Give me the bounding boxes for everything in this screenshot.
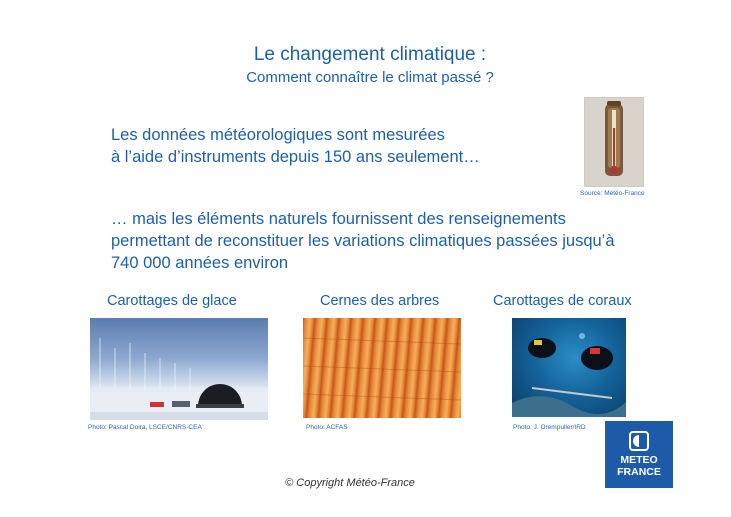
section-title-ice: Carottages de glace	[107, 293, 237, 309]
diver-icon	[512, 318, 626, 417]
slide-title: Le changement climatique :	[253, 44, 487, 65]
meteo-france-mark-icon	[629, 431, 649, 451]
logo-text-line-1: METEO	[620, 454, 658, 466]
ice-photo-credit: Photo: Pascal Doira, LSCE/CNRS-CEA	[88, 424, 202, 431]
slide-subtitle: Comment connaître le climat passé ?	[246, 69, 494, 86]
ice-station-icon	[90, 318, 268, 420]
thermometer-icon	[585, 98, 643, 186]
logo-text-line-2: FRANCE	[617, 466, 661, 478]
section-title-tree: Cernes des arbres	[320, 293, 440, 309]
thermometer-source: Source: Météo-France	[580, 190, 645, 197]
intro-line-2: à l’aide d’instruments depuis 150 ans seulement…	[111, 148, 480, 166]
natural-evidence-paragraph	[111, 208, 671, 274]
ice-core-photo	[90, 318, 268, 420]
intro-paragraph	[111, 124, 480, 168]
coral-photo-credit: Photo: J. Orempuller/IRD	[513, 424, 586, 431]
coral-core-photo	[512, 318, 626, 417]
evidence-line-1: … mais les éléments naturels fournissent des renseignements	[111, 210, 566, 228]
tree-photo-credit: Photo: ACFAS	[306, 424, 348, 431]
section-title-coral: Carottages de coraux	[493, 293, 632, 309]
intro-line-1: Les données météorologiques sont mesurées	[111, 126, 445, 144]
evidence-line-3: 740 000 années environ	[111, 254, 289, 272]
evidence-line-2: permettant de reconstituer les variations climatiques passées jusqu’à	[111, 232, 615, 250]
thermometer-photo	[584, 97, 644, 187]
tree-rings-photo	[303, 318, 461, 418]
copyright-notice: © Copyright Météo-France	[285, 477, 415, 489]
wood-texture-icon	[303, 318, 461, 418]
